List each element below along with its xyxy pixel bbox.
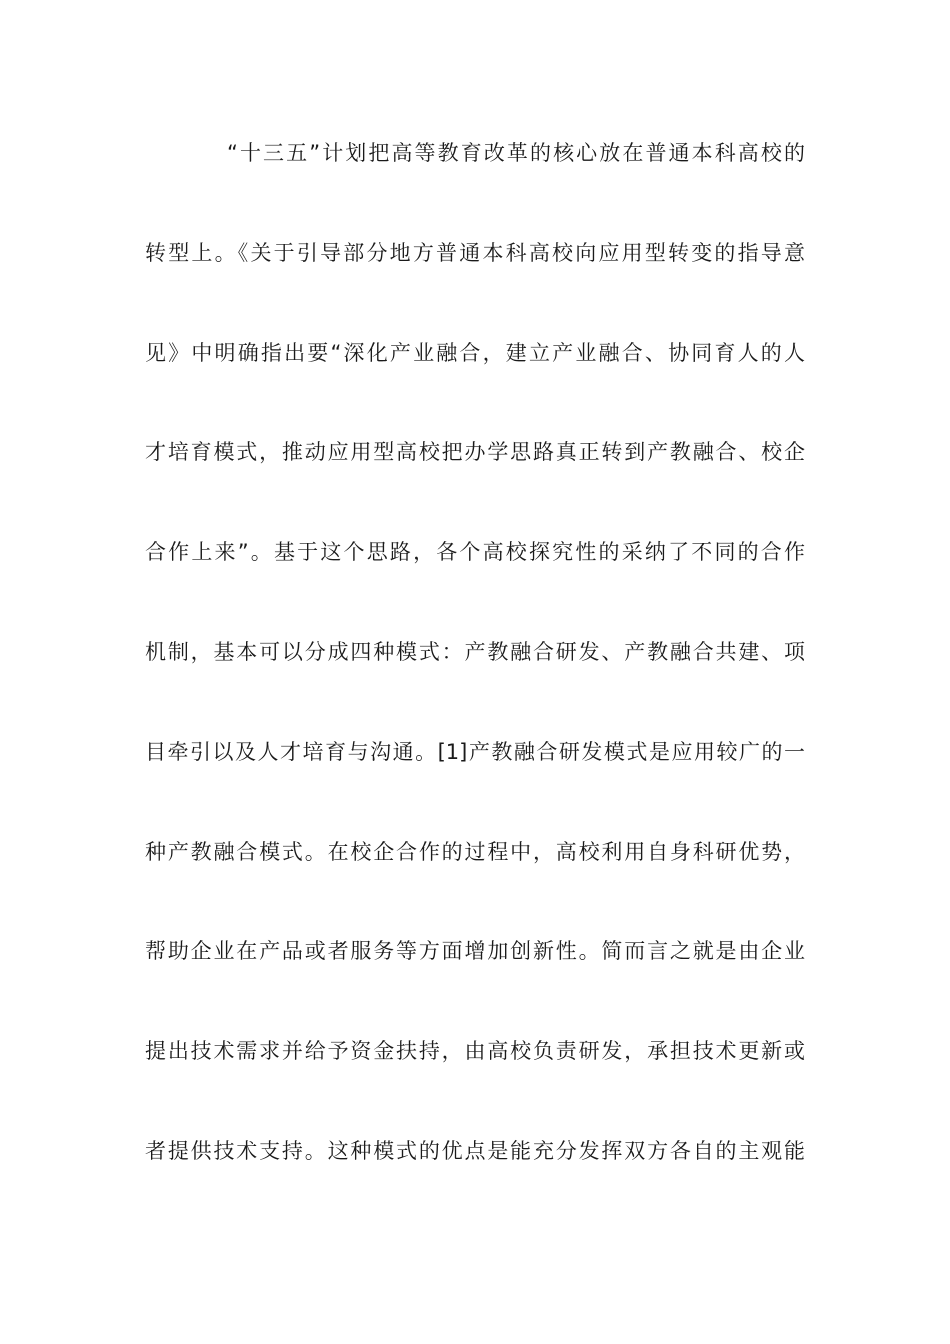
paragraph-line: 帮助企业在产品或者服务等方面增加创新性。简而言之就是由企业: [145, 939, 805, 964]
body-paragraph: [145, 130, 805, 1228]
paragraph-line: 提出技术需求并给予资金扶持，由高校负责研发，承担技术更新或: [145, 1039, 805, 1064]
paragraph-line: 合作上来”。基于这个思路，各个高校探究性的采纳了不同的合作: [145, 540, 805, 565]
paragraph-line: “十三五”计划把高等教育改革的核心放在普通本科高校的: [227, 141, 805, 165]
paragraph-line: 转型上。《关于引导部分地方普通本科高校向应用型转变的指导意: [145, 240, 805, 265]
paragraph-line: 目牵引以及人才培育与沟通。[1]产教融合研发模式是应用较广的一: [145, 739, 805, 764]
paragraph-line: 种产教融合模式。在校企合作的过程中，高校利用自身科研优势，: [145, 839, 805, 864]
paragraph-line: 见》中明确指出要“深化产业融合，建立产业融合、协同育人的人: [145, 340, 805, 365]
paragraph-line: 者提供技术支持。这种模式的优点是能充分发挥双方各自的主观能: [145, 1138, 805, 1163]
paragraph-line: 机制，基本可以分成四种模式：产教融合研发、产教融合共建、项: [145, 639, 805, 664]
paragraph-line: 才培育模式，推动应用型高校把办学思路真正转到产教融合、校企: [145, 440, 805, 465]
